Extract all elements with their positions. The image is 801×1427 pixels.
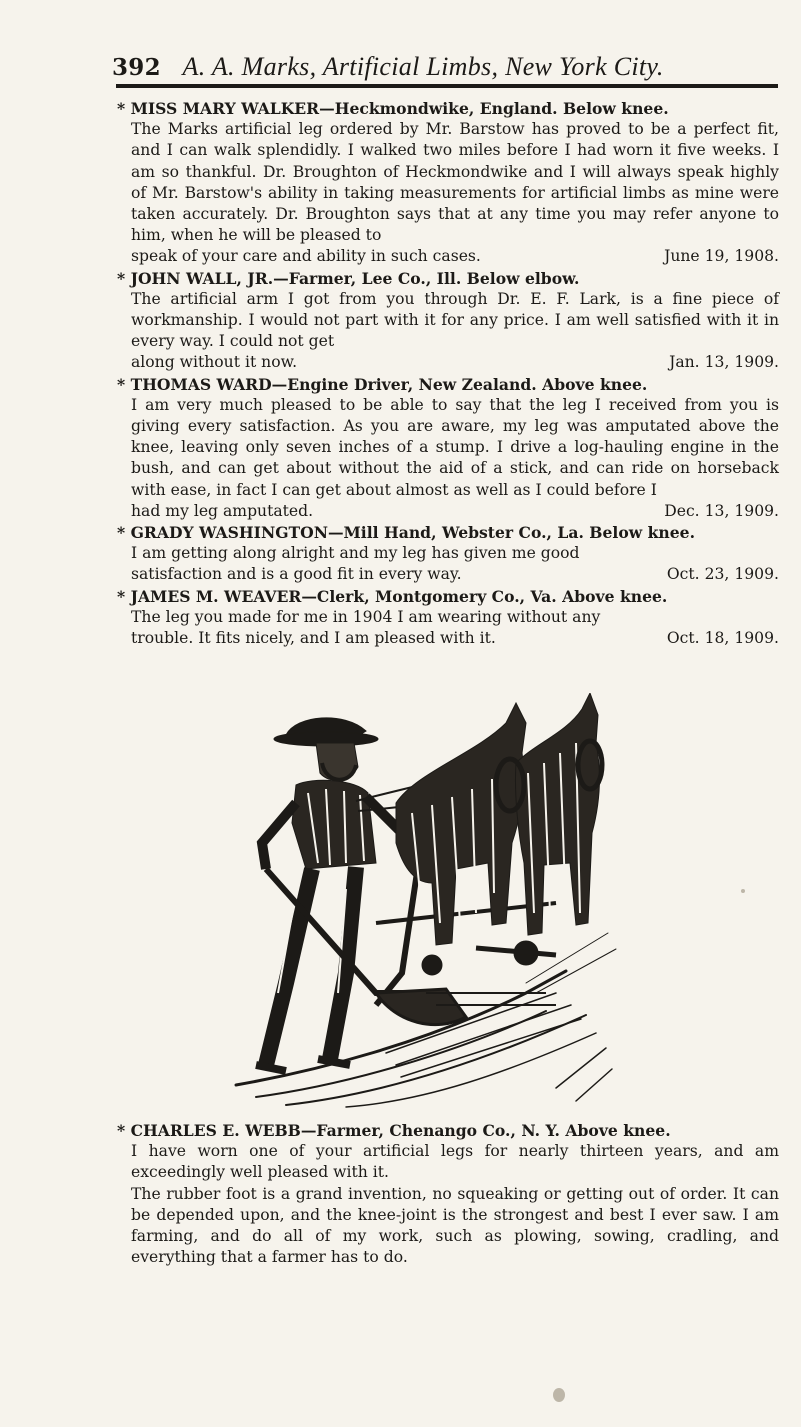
testimonial-entry <box>117 374 779 522</box>
testimonial-body: The artificial arm I got from you through Dr. E. F. Lark, is a fine piece of workmanship. I would not part with it for any price. I am well satisfied with it in every way. I could not get <box>131 289 779 351</box>
testimonial-body: The rubber foot is a grand invention, no squeaking or getting out of order. It can be depended upon, and the knee-joint is the strongest and best I ever saw. I am farming, and do all of my work, such as plowing, sowing, cradling, and everything that a farmer has to do. <box>131 1184 779 1267</box>
testimonial-body: The leg you made for me in 1904 I am wearing without any <box>131 607 601 626</box>
testimonial-body: I have worn one of your artificial legs for nearly thirteen years, and am exceedingly well pleased with it. <box>131 1142 779 1182</box>
testimonial-body-end: speak of your care and ability in such cases. <box>131 247 481 266</box>
header-rule <box>116 84 778 88</box>
testimonials-bottom <box>117 1120 779 1268</box>
farmer-figure <box>256 718 422 1071</box>
testimonial-date: Oct. 18, 1909. <box>666 629 779 648</box>
testimonial-name: * THOMAS WARD—Engine Driver, New Zealand. Above knee. <box>117 374 648 394</box>
testimonial-name: * JAMES M. WEAVER—Clerk, Montgomery Co., Va. Above knee. <box>117 586 668 606</box>
testimonial-body-end: had my leg amputated. <box>131 501 314 520</box>
testimonial-name: * JOHN WALL, JR.—Farmer, Lee Co., Ill. Below elbow. <box>117 268 580 288</box>
paper-speck <box>553 1388 565 1402</box>
page-header <box>112 52 672 82</box>
testimonial-entry <box>117 586 779 650</box>
page-number: 392 <box>112 54 161 81</box>
testimonial-body: I am very much pleased to be able to say that the leg I received from you is giving every satisfaction. As you are aware, my leg was amputated above the knee, leaving only seven inches of a stump. I drive a log-hauling engine in the bush, and can get about without the aid of a stick, and can ride on horseback with ease, in fact I can get about almost as well as I could before I <box>131 395 779 499</box>
testimonial-entry <box>117 98 779 268</box>
testimonial-name: * GRADY WASHINGTON—Mill Hand, Webster Co., La. Below knee. <box>117 523 696 543</box>
testimonial-date: Oct. 23, 1909. <box>666 565 779 584</box>
testimonial-body-end: satisfaction and is a good fit in every way. <box>131 565 462 584</box>
paper-speck <box>741 889 745 893</box>
testimonial-name: * CHARLES E. WEBB—Farmer, Chenango Co., N. Y. Above knee. <box>117 1121 671 1140</box>
farmer-plowing-illustration <box>226 693 618 1109</box>
testimonial-body: I am getting along alright and my leg has given me good <box>131 544 580 563</box>
testimonial-entry <box>117 1120 779 1268</box>
running-title: A. A. Marks, Artificial Limbs, New York City. <box>182 52 664 81</box>
testimonial-entry <box>117 268 779 374</box>
testimonials-top <box>117 98 779 649</box>
horses <box>396 693 602 945</box>
testimonial-date: Jan. 13, 1909. <box>669 353 779 372</box>
testimonial-name: * MISS MARY WALKER—Heckmondwike, England. Below knee. <box>117 99 669 118</box>
testimonial-body-end: trouble. It fits nicely, and I am pleased with it. <box>131 629 496 648</box>
testimonial-date: Dec. 13, 1909. <box>664 501 779 520</box>
testimonial-body: The Marks artificial leg ordered by Mr. Barstow has proved to be a perfect fit, and I can walk splendidly. I walked two miles before I had worn it five weeks. I am so thankful. Dr. Broughton of Heckmondwike and I will always speak highly of Mr. Barstow's ability in taking measurements for artificial limbs as mine were taken accurately. Dr. Broughton says that at any time you may refer anyone to him, when he will be pleased to <box>131 120 779 245</box>
testimonial-date: June 19, 1908. <box>664 247 779 266</box>
testimonial-entry <box>117 522 779 586</box>
testimonial-body-end: along without it now. <box>131 353 298 372</box>
